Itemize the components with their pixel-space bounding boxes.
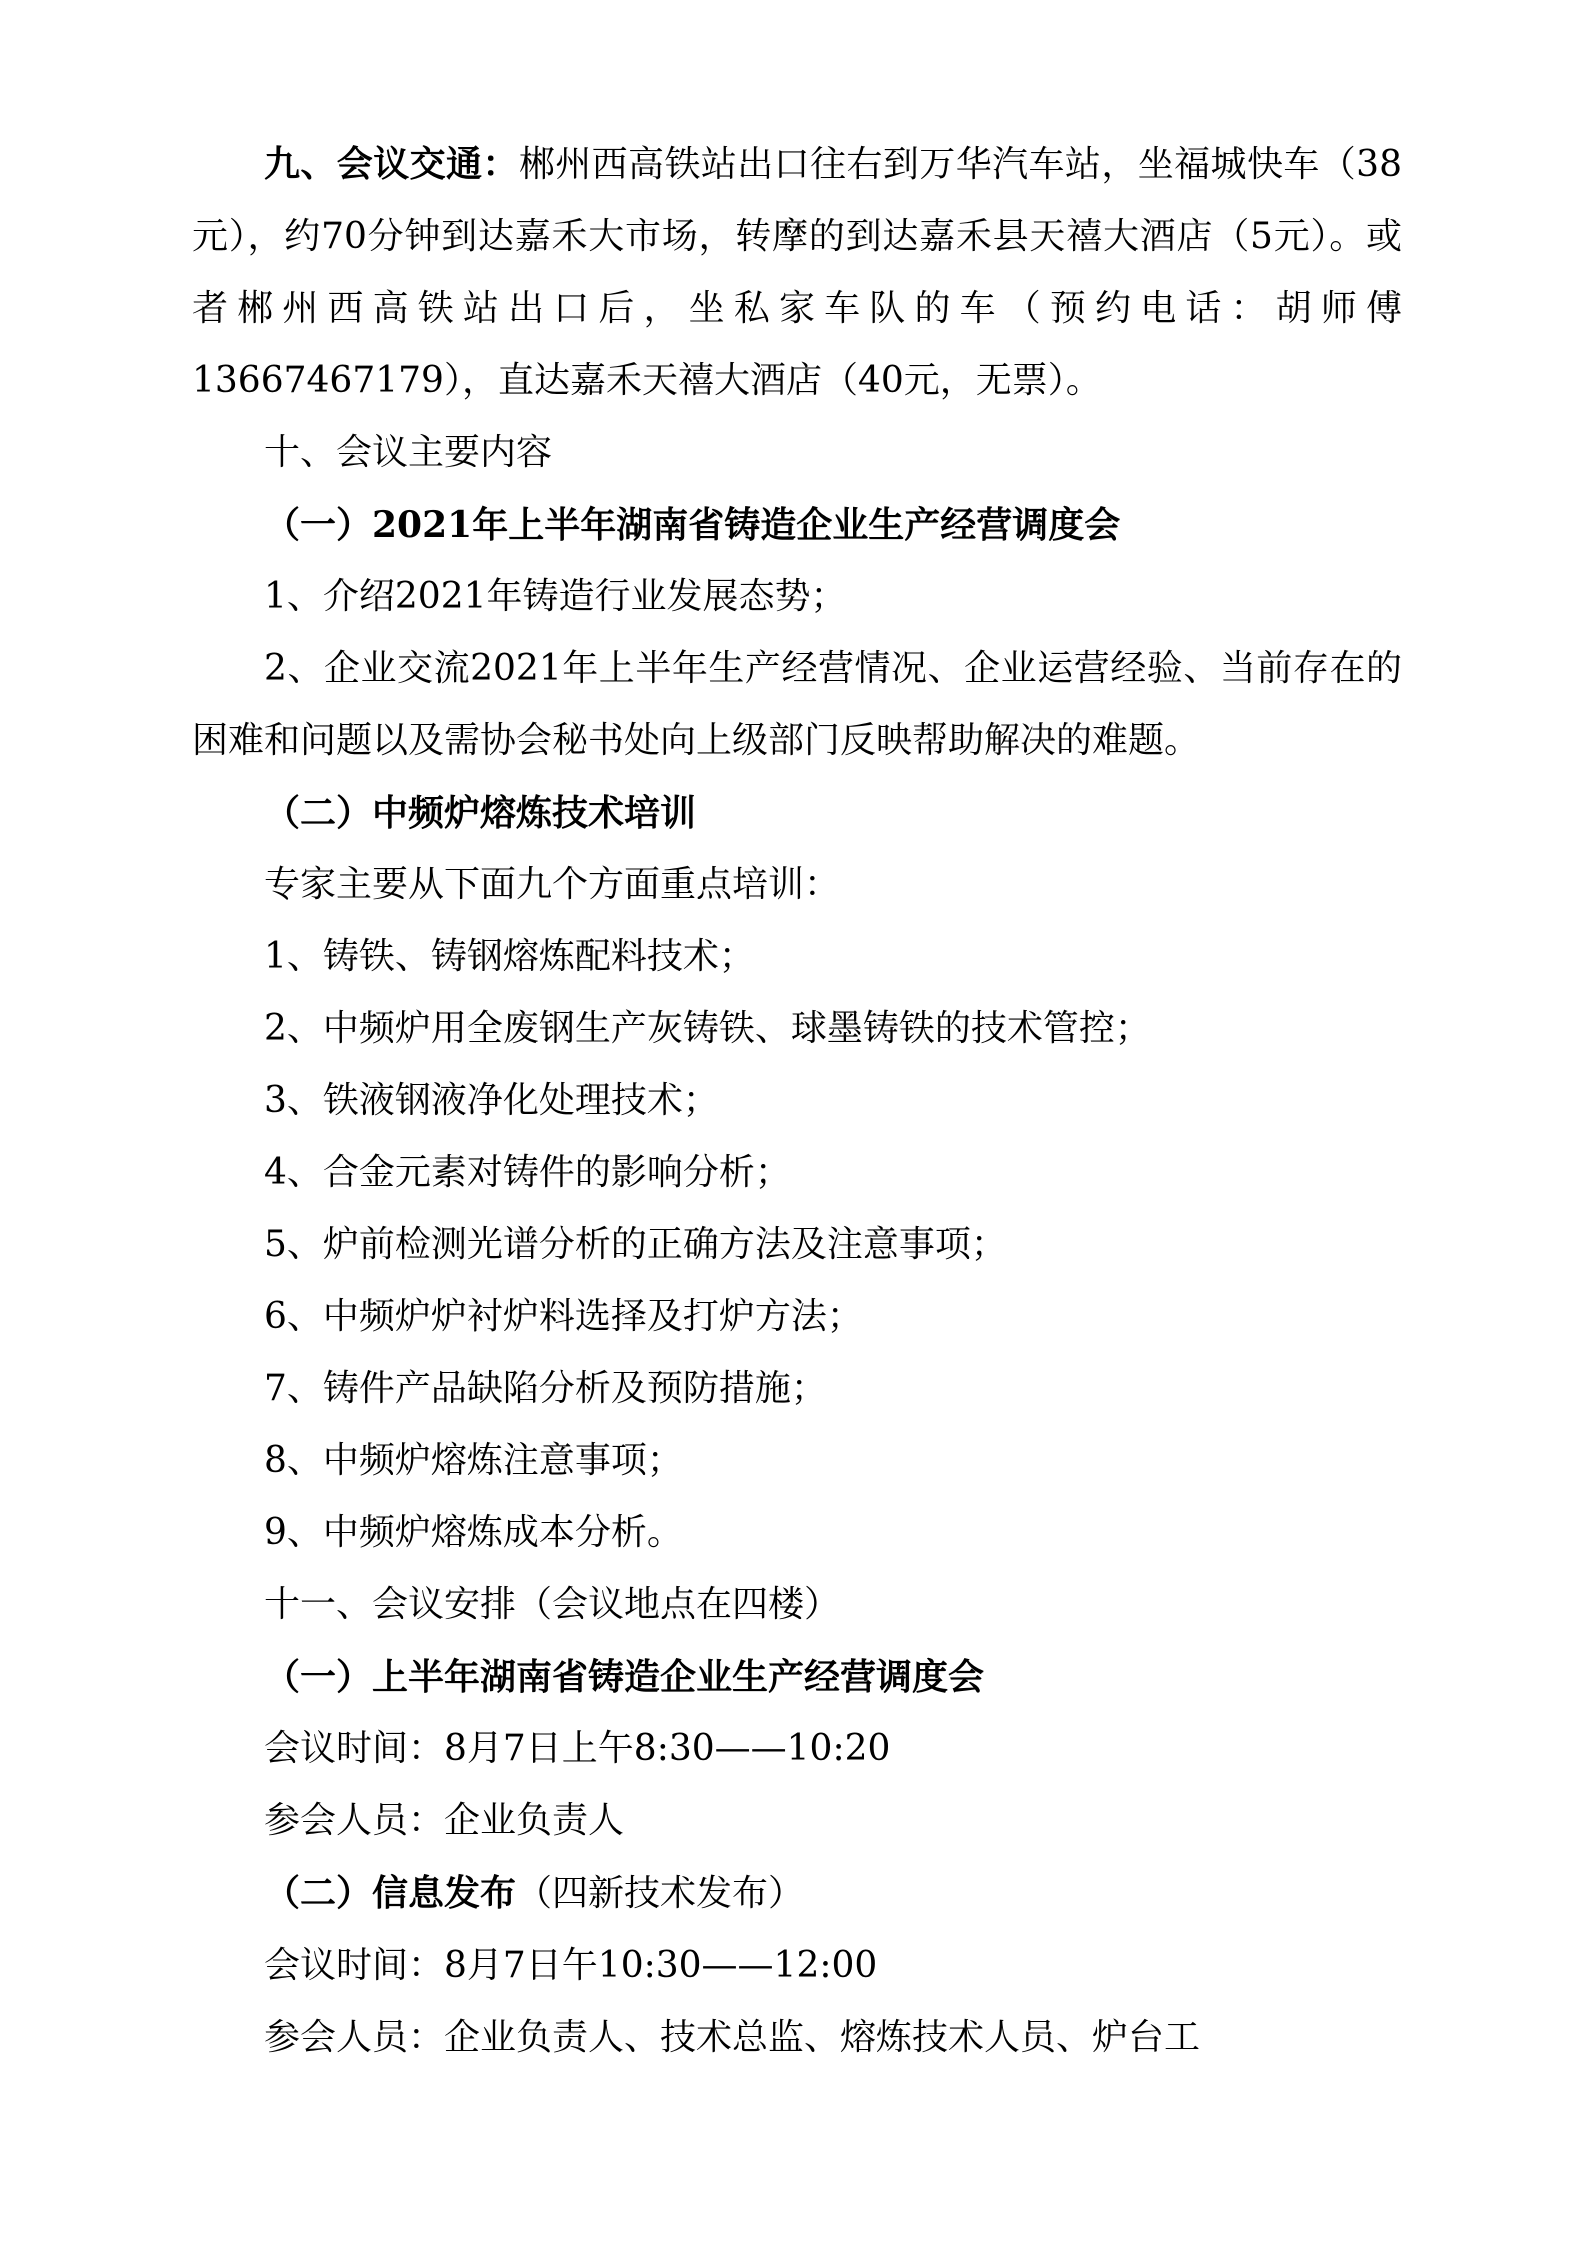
list-item: 6、中频炉炉衬炉料选择及打炉方法；: [264, 1296, 863, 1337]
content-section2-intro: 专家主要从下面九个方面重点培训：: [264, 864, 841, 905]
list-item: 2、中频炉用全废钢生产灰铸铁、球墨铸铁的技术管控；: [264, 1008, 1151, 1049]
schedule-section1-title: （一）上半年湖南省铸造企业生产经营调度会: [264, 1656, 985, 1698]
schedule-section2-attendees: 参会人员：企业负责人、技术总监、熔炼技术人员、炉台工: [264, 2017, 1201, 2058]
list-item: 5、炉前检测光谱分析的正确方法及注意事项；: [264, 1224, 1007, 1265]
schedule-heading: 十一、会议安排（会议地点在四楼）: [264, 1584, 841, 1625]
transport-text: 郴州西高铁站出口往右到万华汽车站，坐福城快车（38元），约70分钟到达嘉禾大市场，转摩的到达嘉禾县天禧大酒店（5元）。或者郴州西高铁站出口后，坐私家车队的车（预约电话：胡师傅13667467179），直达嘉禾天禧大酒店（40元，无票）。: [192, 144, 1402, 401]
schedule-section2-time: 会议时间：8月7日午10:30——12:00: [264, 1945, 878, 1986]
list-item: 4、合金元素对铸件的影响分析；: [264, 1152, 791, 1193]
content-section1-title: （一）2021年上半年湖南省铸造企业生产经营调度会: [264, 504, 1121, 546]
document-page: [192, 128, 1402, 2074]
schedule-section2-title-bold: （二）信息发布: [264, 1872, 517, 1914]
schedule-section2-title: [192, 1857, 1402, 1930]
content-heading: 十、会议主要内容: [264, 432, 553, 473]
list-item: 3、铁液钢液净化处理技术；: [264, 1080, 719, 1121]
list-item: 9、中频炉熔炼成本分析。: [264, 1512, 683, 1553]
schedule-section1-attendees: 参会人员：企业负责人: [264, 1800, 625, 1841]
list-item: 7、铸件产品缺陷分析及预防措施；: [264, 1368, 827, 1409]
list-item: 1、介绍2021年铸造行业发展态势；: [264, 576, 847, 617]
list-item: 8、中频炉熔炼注意事项；: [264, 1440, 683, 1481]
schedule-section1-time: 会议时间：8月7日上午8:30——10:20: [264, 1728, 891, 1769]
transport-paragraph: [192, 128, 1402, 417]
list-item: 2、企业交流2021年上半年生产经营情况、企业运营经验、当前存在的困难和问题以及需协会秘书处向上级部门反映帮助解决的难题。: [192, 648, 1402, 761]
transport-label: 九、会议交通：: [264, 143, 519, 185]
schedule-section2-title-rest: （四新技术发布）: [516, 1873, 805, 1914]
content-section2-title: （二）中频炉熔炼技术培训: [264, 792, 697, 834]
list-item: 1、铸铁、铸钢熔炼配料技术；: [264, 936, 755, 977]
